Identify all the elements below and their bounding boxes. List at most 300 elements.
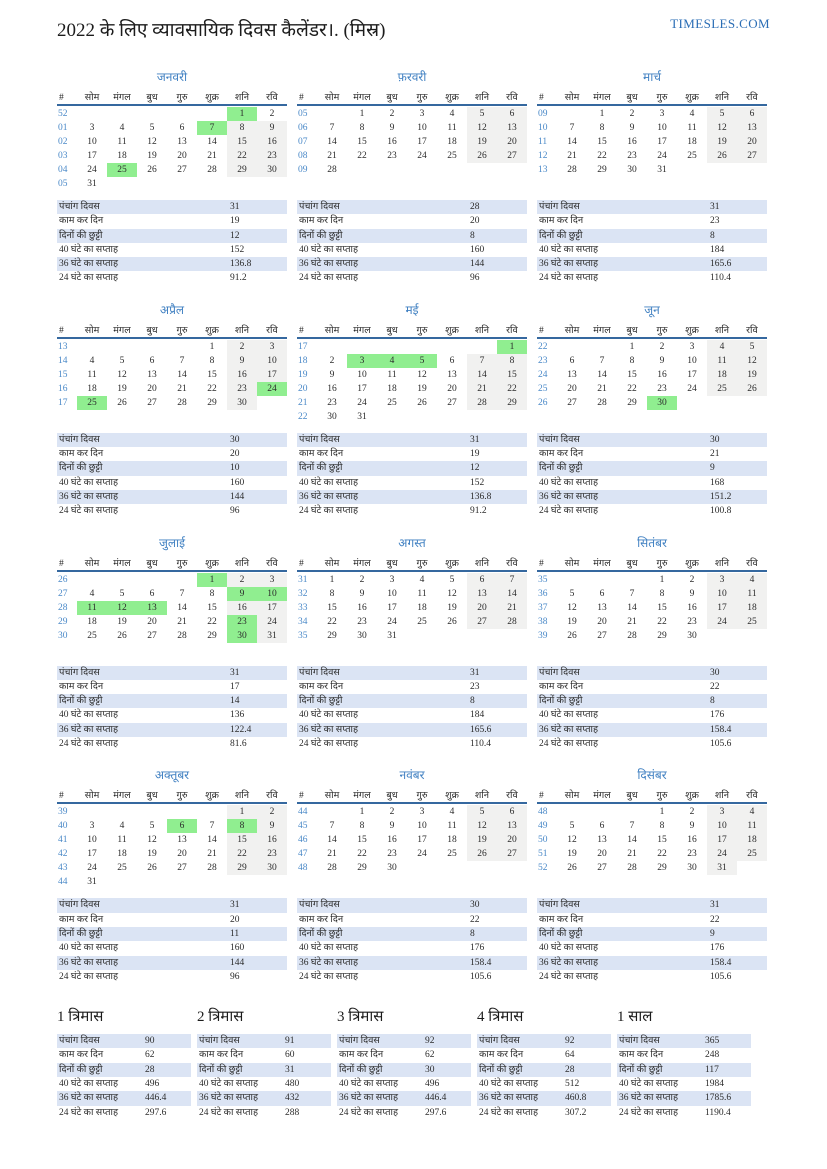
week-row bbox=[57, 875, 287, 889]
month-summary-row bbox=[297, 927, 527, 941]
total-summary-row bbox=[57, 1034, 191, 1048]
empty-cell bbox=[227, 875, 257, 889]
week-row bbox=[537, 833, 767, 847]
day-cell: 2 bbox=[659, 341, 665, 352]
day-cell: 22 bbox=[357, 151, 367, 161]
month-march bbox=[537, 68, 767, 286]
day-cell: 3 bbox=[257, 340, 287, 354]
week-row bbox=[57, 382, 287, 396]
week-number: 16 bbox=[58, 383, 68, 394]
weekday-header: रवि bbox=[266, 558, 278, 569]
day-cell: 14 bbox=[207, 137, 217, 147]
weekday-header: बुध bbox=[626, 558, 638, 569]
day-cell: 18 bbox=[737, 833, 767, 847]
week-row bbox=[57, 121, 287, 135]
weeks-grid bbox=[537, 573, 767, 658]
summary-value: 136.8 bbox=[470, 491, 492, 502]
month-summary-row bbox=[537, 461, 767, 475]
weekday-header-row bbox=[57, 90, 287, 106]
month-summary-row bbox=[57, 941, 287, 955]
weekday-header: गुरु bbox=[176, 558, 188, 569]
day-cell: 28 bbox=[467, 396, 497, 410]
day-cell: 3 bbox=[419, 807, 425, 818]
total-summary-row bbox=[57, 1106, 191, 1120]
day-cell: 6 bbox=[179, 123, 185, 133]
week-row bbox=[297, 135, 527, 149]
day-cell: 7 bbox=[329, 821, 335, 832]
empty-cell bbox=[377, 163, 407, 177]
weekday-header: शुक्र bbox=[685, 93, 699, 103]
day-cell: 21 bbox=[327, 151, 337, 161]
day-cell: 24 bbox=[87, 165, 97, 175]
summary-value: 165.6 bbox=[710, 259, 732, 270]
week-row bbox=[57, 861, 287, 875]
day-cell: 13 bbox=[177, 137, 187, 147]
week-row bbox=[57, 354, 287, 368]
weekday-header: बुध bbox=[146, 791, 158, 802]
weekday-header: मंगल bbox=[113, 325, 131, 336]
week-number: 44 bbox=[58, 877, 68, 888]
day-cell: 19 bbox=[447, 602, 457, 613]
summary-label: 36 घंटे का सप्ताह bbox=[299, 259, 359, 270]
day-cell: 27 bbox=[147, 630, 157, 641]
week-row bbox=[57, 615, 287, 629]
day-cell: 13 bbox=[567, 369, 577, 380]
empty-cell bbox=[497, 163, 527, 177]
weekday-header: शुक्र bbox=[445, 325, 459, 336]
day-cell: 7 bbox=[629, 588, 635, 599]
day-cell: 24 bbox=[417, 849, 427, 860]
month-summary-row bbox=[537, 927, 767, 941]
week-number: 46 bbox=[298, 835, 308, 846]
day-cell: 23 bbox=[227, 382, 257, 396]
day-cell: 6 bbox=[497, 107, 527, 121]
week-row bbox=[537, 601, 767, 615]
month-summary-row bbox=[57, 433, 287, 447]
summary-value: 176 bbox=[710, 710, 725, 721]
summary-label: 40 घंटे का सप्ताह bbox=[199, 1079, 259, 1090]
summary-value: 297.6 bbox=[425, 1107, 447, 1118]
day-cell: 24 bbox=[357, 397, 367, 408]
empty-cell bbox=[587, 573, 617, 587]
summary-value: 110.4 bbox=[710, 273, 732, 284]
day-cell: 23 bbox=[387, 151, 397, 161]
summary-value: 105.6 bbox=[470, 971, 492, 982]
day-cell: 18 bbox=[447, 137, 457, 147]
day-cell: 12 bbox=[107, 601, 137, 615]
summary-label: पंचांग दिवस bbox=[539, 667, 580, 678]
week-row bbox=[57, 177, 287, 191]
week-row bbox=[297, 340, 527, 354]
day-cell: 9 bbox=[359, 588, 365, 599]
week-number-header: # bbox=[299, 325, 304, 336]
day-cell: 5 bbox=[467, 805, 497, 819]
day-cell: 16 bbox=[327, 383, 337, 394]
empty-cell bbox=[377, 410, 407, 424]
day-cell: 10 bbox=[687, 355, 697, 366]
month-summary-row bbox=[297, 504, 527, 518]
total-summary-row bbox=[337, 1091, 471, 1105]
weekday-header: गुरु bbox=[656, 791, 668, 802]
weekday-header: सोम bbox=[564, 93, 580, 103]
week-number: 09 bbox=[538, 109, 548, 119]
summary-value: 496 bbox=[145, 1079, 160, 1090]
month-summary-row bbox=[57, 476, 287, 490]
summary-value: 31 bbox=[230, 202, 240, 212]
empty-cell bbox=[557, 340, 587, 354]
month-summary-row bbox=[537, 694, 767, 708]
weekday-header: गुरु bbox=[416, 791, 428, 802]
day-cell: 31 bbox=[387, 630, 397, 641]
day-cell: 30 bbox=[357, 630, 367, 641]
week-number: 21 bbox=[298, 397, 308, 408]
empty-cell bbox=[467, 410, 497, 424]
summary-value: 23 bbox=[470, 681, 480, 692]
empty-cell bbox=[737, 396, 767, 410]
day-cell: 4 bbox=[707, 340, 737, 354]
empty-cell bbox=[167, 875, 197, 889]
summary-value: 31 bbox=[710, 900, 720, 911]
day-cell: 13 bbox=[147, 369, 157, 380]
month-summary-table bbox=[537, 898, 767, 984]
day-cell: 21 bbox=[177, 616, 187, 627]
day-cell: 14 bbox=[597, 369, 607, 380]
day-cell: 6 bbox=[167, 819, 197, 833]
day-cell: 17 bbox=[357, 383, 367, 394]
day-cell: 2 bbox=[227, 340, 257, 354]
day-cell: 18 bbox=[447, 835, 457, 846]
month-july bbox=[57, 534, 287, 752]
day-cell: 1 bbox=[209, 341, 215, 352]
day-cell: 7 bbox=[497, 573, 527, 587]
summary-label: पंचांग दिवस bbox=[539, 900, 580, 911]
day-cell: 12 bbox=[467, 121, 497, 135]
month-title: अगस्त bbox=[398, 535, 426, 550]
summary-value: 20 bbox=[470, 216, 480, 227]
summary-label: 40 घंटे का सप्ताह bbox=[539, 244, 599, 255]
day-cell: 23 bbox=[657, 383, 667, 394]
month-summary-row bbox=[57, 666, 287, 680]
week-number: 08 bbox=[298, 151, 308, 161]
day-cell: 14 bbox=[327, 137, 337, 147]
day-cell: 15 bbox=[627, 369, 637, 380]
month-summary-row bbox=[297, 680, 527, 694]
empty-cell bbox=[557, 573, 587, 587]
month-december bbox=[537, 766, 767, 984]
month-summary-row bbox=[297, 694, 527, 708]
summary-label: 36 घंटे का सप्ताह bbox=[619, 1093, 679, 1104]
week-row bbox=[57, 847, 287, 861]
total-summary-row bbox=[57, 1077, 191, 1091]
summary-value: 92 bbox=[425, 1036, 435, 1047]
empty-cell bbox=[617, 573, 647, 587]
week-number: 39 bbox=[58, 807, 68, 818]
weekday-header: शनि bbox=[714, 558, 730, 569]
weeks-grid bbox=[297, 340, 527, 425]
month-summary-row bbox=[297, 666, 527, 680]
day-cell: 18 bbox=[687, 137, 697, 147]
day-cell: 31 bbox=[257, 629, 287, 643]
empty-cell bbox=[377, 340, 407, 354]
day-cell: 1 bbox=[197, 573, 227, 587]
day-cell: 23 bbox=[257, 847, 287, 861]
day-cell: 6 bbox=[599, 821, 605, 832]
summary-value: 23 bbox=[710, 216, 720, 227]
month-summary-table bbox=[57, 200, 287, 286]
month-summary-row bbox=[537, 214, 767, 228]
empty-cell bbox=[167, 107, 197, 121]
week-number: 17 bbox=[58, 397, 68, 408]
summary-value: 446.4 bbox=[425, 1093, 447, 1104]
day-cell: 28 bbox=[327, 165, 337, 175]
summary-label: 40 घंटे का सप्ताह bbox=[539, 477, 599, 488]
day-cell: 27 bbox=[597, 630, 607, 641]
day-cell: 6 bbox=[449, 355, 455, 366]
day-cell: 3 bbox=[89, 821, 95, 832]
day-cell: 29 bbox=[657, 630, 667, 641]
day-cell: 16 bbox=[227, 601, 257, 615]
day-cell: 4 bbox=[419, 574, 425, 585]
total-title: 3 त्रिमास bbox=[337, 1009, 384, 1026]
week-number: 03 bbox=[58, 151, 68, 161]
total-year bbox=[617, 1006, 751, 1120]
day-cell: 30 bbox=[227, 629, 257, 643]
week-row bbox=[537, 805, 767, 819]
total-q4 bbox=[477, 1006, 611, 1120]
day-cell: 3 bbox=[659, 109, 665, 119]
day-cell: 5 bbox=[449, 574, 455, 585]
empty-cell bbox=[407, 163, 437, 177]
summary-value: 22 bbox=[710, 681, 720, 692]
weekday-header: रवि bbox=[506, 93, 518, 103]
day-cell: 5 bbox=[119, 355, 125, 366]
week-row bbox=[537, 629, 767, 643]
summary-value: 105.6 bbox=[710, 739, 732, 750]
weekday-header: गुरु bbox=[176, 325, 188, 336]
day-cell: 6 bbox=[149, 588, 155, 599]
weekday-header: बुध bbox=[626, 325, 638, 336]
month-summary-row bbox=[297, 898, 527, 912]
total-summary-row bbox=[197, 1048, 331, 1062]
day-cell: 30 bbox=[227, 396, 257, 410]
week-row bbox=[537, 573, 767, 587]
weekday-header-row bbox=[297, 556, 527, 572]
day-cell: 10 bbox=[417, 821, 427, 832]
day-cell: 28 bbox=[597, 397, 607, 408]
total-summary-row bbox=[197, 1063, 331, 1077]
month-summary-row bbox=[537, 913, 767, 927]
day-cell: 16 bbox=[387, 137, 397, 147]
weekday-header: मंगल bbox=[113, 791, 131, 802]
week-number-header: # bbox=[539, 558, 544, 569]
month-summary-row bbox=[297, 956, 527, 970]
summary-label: 24 घंटे का सप्ताह bbox=[59, 506, 119, 517]
week-row bbox=[297, 601, 527, 615]
weekday-header: सोम bbox=[324, 93, 340, 103]
empty-cell bbox=[707, 396, 737, 410]
week-number: 17 bbox=[298, 341, 308, 352]
month-summary-row bbox=[57, 898, 287, 912]
month-summary-row bbox=[297, 723, 527, 737]
week-number: 27 bbox=[58, 588, 68, 599]
weekday-header: शनि bbox=[474, 558, 490, 569]
month-summary-row bbox=[57, 723, 287, 737]
summary-label: 24 घंटे का सप्ताह bbox=[339, 1107, 399, 1118]
month-summary-row bbox=[537, 504, 767, 518]
day-cell: 28 bbox=[207, 165, 217, 175]
day-cell: 14 bbox=[497, 587, 527, 601]
day-cell: 11 bbox=[117, 137, 127, 147]
day-cell: 2 bbox=[689, 574, 695, 585]
day-cell: 8 bbox=[209, 355, 215, 366]
empty-cell bbox=[77, 107, 107, 121]
day-cell: 16 bbox=[657, 369, 667, 380]
day-cell: 26 bbox=[447, 616, 457, 627]
day-cell: 30 bbox=[687, 863, 697, 874]
summary-label: 40 घंटे का सप्ताह bbox=[59, 943, 119, 954]
month-summary-row bbox=[537, 447, 767, 461]
summary-label: पंचांग दिवस bbox=[199, 1036, 240, 1047]
month-title: सितंबर bbox=[637, 535, 667, 550]
weekday-header-row bbox=[537, 323, 767, 339]
summary-value: 31 bbox=[285, 1064, 295, 1075]
day-cell: 19 bbox=[737, 368, 767, 382]
day-cell: 7 bbox=[197, 121, 227, 135]
summary-label: 36 घंटे का सप्ताह bbox=[199, 1093, 259, 1104]
empty-cell bbox=[317, 805, 347, 819]
week-row bbox=[297, 121, 527, 135]
day-cell: 8 bbox=[497, 354, 527, 368]
week-row bbox=[537, 135, 767, 149]
week-number: 34 bbox=[298, 616, 308, 627]
day-cell: 24 bbox=[687, 383, 697, 394]
month-summary-row bbox=[57, 461, 287, 475]
week-number: 23 bbox=[538, 355, 548, 366]
empty-cell bbox=[137, 340, 167, 354]
summary-label: 24 घंटे का सप्ताह bbox=[539, 971, 599, 982]
site-link[interactable]: TIMESLES.COM bbox=[670, 16, 770, 31]
day-cell: 7 bbox=[209, 821, 215, 832]
month-january bbox=[57, 68, 287, 286]
day-cell: 22 bbox=[357, 849, 367, 860]
day-cell: 21 bbox=[207, 849, 217, 860]
day-cell: 10 bbox=[707, 819, 737, 833]
day-cell: 8 bbox=[629, 355, 635, 366]
empty-cell bbox=[257, 875, 287, 889]
summary-label: काम कर दिन bbox=[59, 1050, 104, 1061]
day-cell: 25 bbox=[107, 163, 137, 177]
summary-value: 21 bbox=[710, 449, 720, 460]
summary-value: 184 bbox=[470, 710, 485, 721]
day-cell: 23 bbox=[327, 397, 337, 408]
month-summary-row bbox=[57, 447, 287, 461]
month-summary-row bbox=[297, 941, 527, 955]
summary-label: पंचांग दिवस bbox=[479, 1036, 520, 1047]
weekday-header-row bbox=[537, 90, 767, 106]
day-cell: 30 bbox=[627, 165, 637, 175]
summary-label: 40 घंटे का सप्ताह bbox=[59, 1079, 119, 1090]
weeks-grid bbox=[57, 107, 287, 192]
week-row bbox=[297, 149, 527, 163]
week-row bbox=[297, 819, 527, 833]
day-cell: 22 bbox=[207, 383, 217, 394]
day-cell: 10 bbox=[707, 587, 737, 601]
day-cell: 21 bbox=[327, 849, 337, 860]
week-number-header: # bbox=[59, 325, 64, 336]
summary-label: दिनों की छुट्टी bbox=[299, 928, 343, 939]
week-row bbox=[297, 615, 527, 629]
summary-value: 30 bbox=[230, 434, 240, 445]
day-cell: 1 bbox=[227, 107, 257, 121]
summary-value: 105.6 bbox=[710, 971, 732, 982]
summary-label: 36 घंटे का सप्ताह bbox=[299, 957, 359, 968]
summary-label: काम कर दिन bbox=[199, 1050, 244, 1061]
summary-label: पंचांग दिवस bbox=[59, 434, 100, 445]
day-cell: 6 bbox=[497, 805, 527, 819]
empty-cell bbox=[437, 410, 467, 424]
week-number-header: # bbox=[59, 558, 64, 569]
empty-cell bbox=[167, 340, 197, 354]
week-row bbox=[537, 615, 767, 629]
day-cell: 4 bbox=[119, 123, 125, 133]
day-cell: 15 bbox=[207, 369, 217, 380]
total-q2 bbox=[197, 1006, 331, 1120]
summary-label: 24 घंटे का सप्ताह bbox=[479, 1107, 539, 1118]
summary-value: 81.6 bbox=[230, 739, 247, 750]
day-cell: 1 bbox=[599, 109, 605, 119]
day-cell: 14 bbox=[627, 602, 637, 613]
day-cell: 20 bbox=[177, 151, 187, 161]
day-cell: 10 bbox=[257, 587, 287, 601]
day-cell: 25 bbox=[77, 396, 107, 410]
empty-cell bbox=[587, 805, 617, 819]
day-cell: 23 bbox=[387, 849, 397, 860]
day-cell: 25 bbox=[447, 151, 457, 161]
empty-cell bbox=[137, 177, 167, 191]
summary-label: पंचांग दिवस bbox=[59, 1036, 100, 1047]
day-cell: 31 bbox=[707, 861, 737, 875]
month-february bbox=[297, 68, 527, 286]
day-cell: 19 bbox=[117, 616, 127, 627]
total-title: 1 साल bbox=[617, 1009, 653, 1026]
month-summary-table bbox=[297, 200, 527, 286]
day-cell: 10 bbox=[657, 123, 667, 133]
summary-label: 36 घंटे का सप्ताह bbox=[59, 259, 119, 270]
day-cell: 15 bbox=[357, 137, 367, 147]
week-number: 10 bbox=[538, 123, 548, 133]
weekday-header: शुक्र bbox=[205, 325, 219, 336]
month-may bbox=[297, 301, 527, 519]
day-cell: 24 bbox=[417, 151, 427, 161]
day-cell: 1 bbox=[329, 574, 335, 585]
day-cell: 7 bbox=[329, 123, 335, 133]
weekday-header: रवि bbox=[506, 791, 518, 802]
weekday-header: मंगल bbox=[593, 325, 611, 336]
day-cell: 15 bbox=[497, 368, 527, 382]
day-cell: 29 bbox=[497, 396, 527, 410]
day-cell: 15 bbox=[227, 135, 257, 149]
empty-cell bbox=[137, 875, 167, 889]
weekday-header-row bbox=[57, 323, 287, 339]
day-cell: 14 bbox=[627, 835, 637, 846]
summary-label: काम कर दिन bbox=[59, 449, 104, 460]
summary-label: 36 घंटे का सप्ताह bbox=[59, 724, 119, 735]
day-cell: 4 bbox=[89, 355, 95, 366]
empty-cell bbox=[407, 340, 437, 354]
month-october bbox=[57, 766, 287, 984]
day-cell: 2 bbox=[629, 109, 635, 119]
day-cell: 22 bbox=[227, 149, 257, 163]
